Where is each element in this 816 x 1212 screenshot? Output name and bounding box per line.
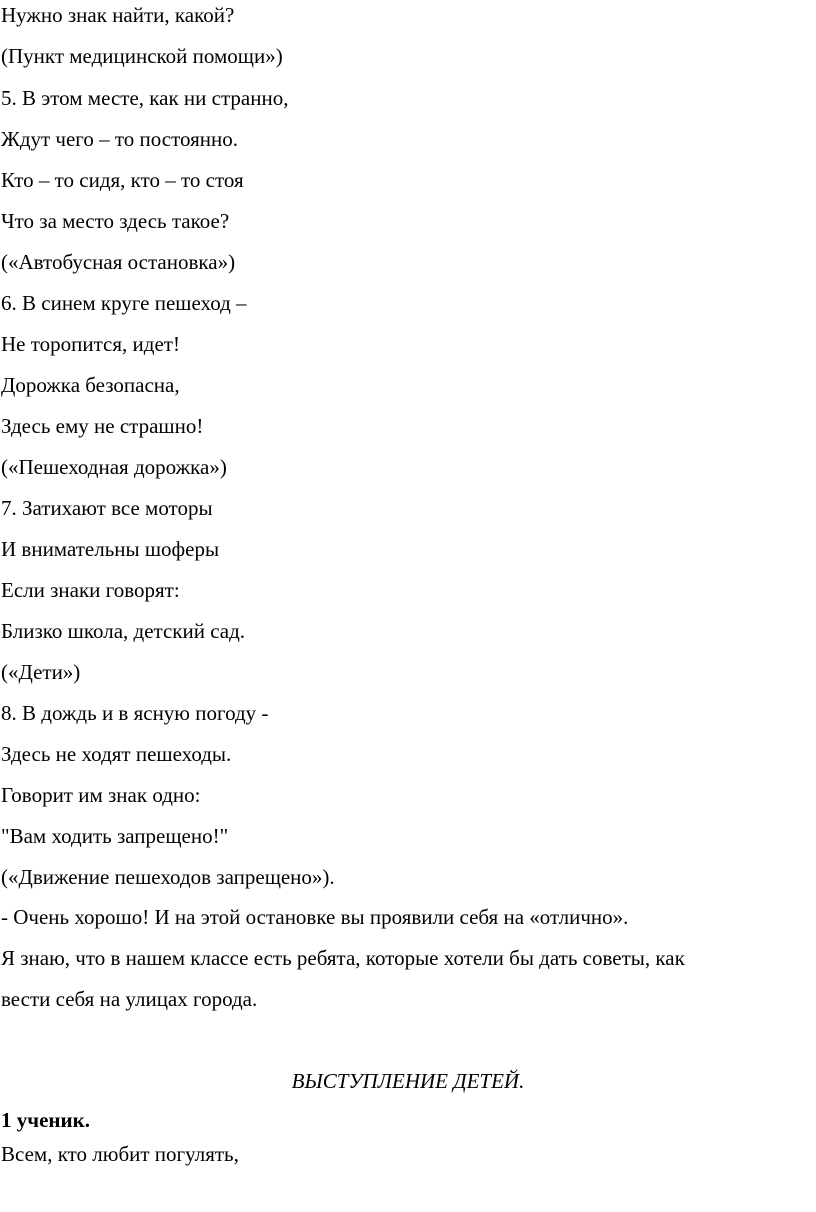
text-line: Кто – то сидя, кто – то стоя (1, 168, 244, 192)
text-line: Всем, кто любит погулять, (1, 1142, 239, 1166)
text-line: Дорожка безопасна, (1, 373, 180, 397)
text-line: Не торопится, идет! (1, 332, 180, 356)
text-line: Здесь ему не страшно! (1, 414, 204, 438)
text-line: 7. Затихают все моторы (1, 496, 213, 520)
text-line: («Дети») (1, 660, 81, 684)
text-line: («Движение пешеходов запрещено»). (1, 865, 335, 889)
text-line: Я знаю, что в нашем классе есть ребята, которые хотели бы дать советы, как (1, 946, 685, 970)
text-line: 8. В дождь и в ясную погоду - (1, 701, 269, 725)
text-line: "Вам ходить запрещено!" (1, 824, 229, 848)
text-line: вести себя на улицах города. (1, 987, 258, 1011)
text-line: 5. В этом месте, как ни странно, (1, 86, 289, 110)
text-line: (Пункт медицинской помощи») (1, 44, 283, 68)
text-line: («Пешеходная дорожка») (1, 455, 227, 479)
text-line: И внимательны шоферы (1, 537, 220, 561)
text-line: Нужно знак найти, какой? (1, 3, 235, 27)
text-line: Здесь не ходят пешеходы. (1, 742, 232, 766)
text-line: Говорит им знак одно: (1, 783, 201, 807)
text-line: - Очень хорошо! И на этой остановке вы проявили себя на «отлично». (1, 905, 629, 929)
speaker-label: 1 ученик. (1, 1108, 90, 1132)
text-line: Близко школа, детский сад. (1, 619, 246, 643)
text-line: 6. В синем круге пешеход – (1, 291, 247, 315)
text-line: («Автобусная остановка») (1, 250, 236, 274)
text-line: Что за место здесь такое? (1, 209, 230, 233)
text-line: Ждут чего – то постоянно. (1, 127, 239, 151)
text-line: Если знаки говорят: (1, 578, 180, 602)
section-heading: ВЫСТУПЛЕНИЕ ДЕТЕЙ. (291, 1069, 525, 1093)
